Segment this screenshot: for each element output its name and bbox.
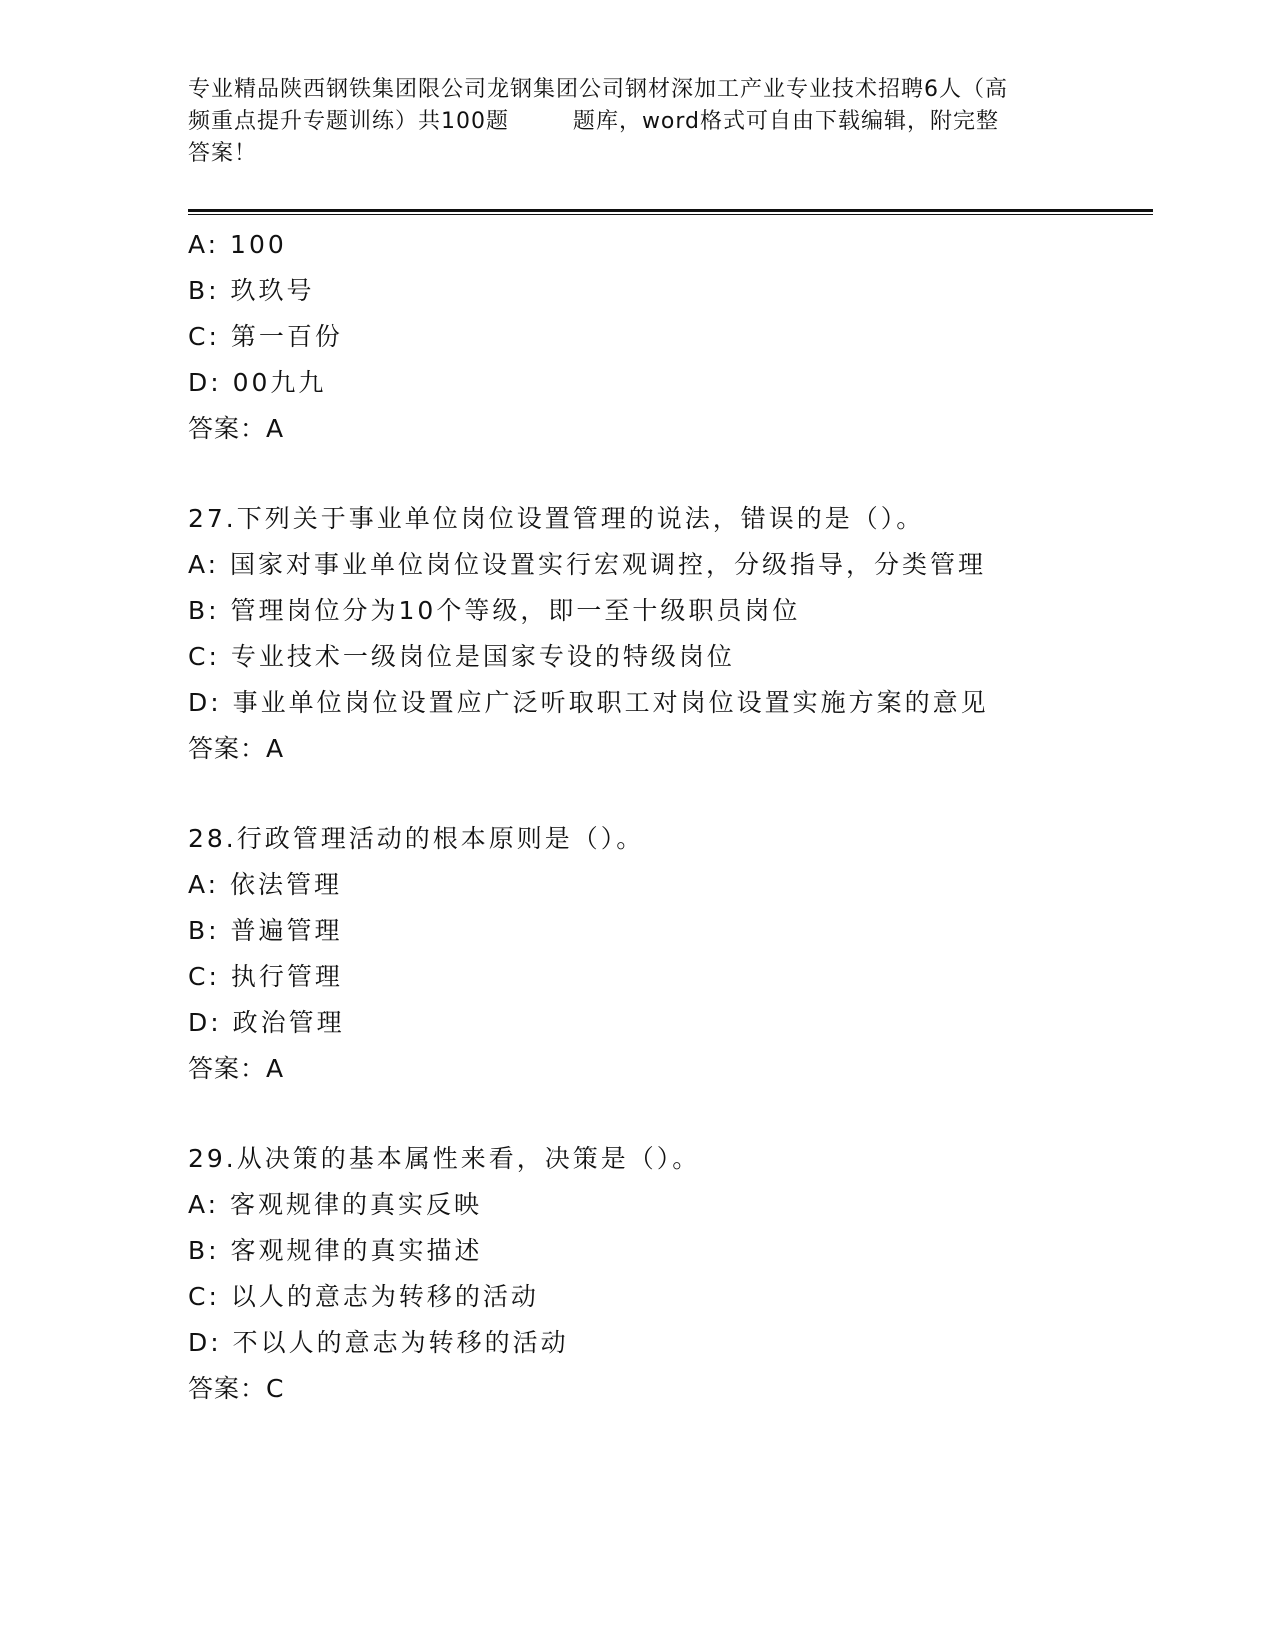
- option-b: B: 普遍管理: [188, 916, 343, 945]
- answer-line: 答案：C: [188, 1374, 285, 1403]
- header-divider-thick: [188, 209, 1153, 212]
- header-line-1: 专业精品陕西钢铁集团限公司龙钢集团公司钢材深加工产业专业技术招聘6人（高: [188, 77, 1008, 102]
- block-spacer: [188, 772, 1148, 816]
- option-c: C: 执行管理: [188, 962, 343, 991]
- question-block: [188, 1136, 1148, 1412]
- header-line-2: 频重点提升专题训练）共100题 题库，word格式可自由下载编辑，附完整: [188, 109, 1000, 134]
- option-d: D: 事业单位岗位设置应广泛听取职工对岗位设置实施方案的意见: [188, 688, 989, 717]
- option-a: A: 客观规律的真实反映: [188, 1190, 483, 1219]
- answer-line: 答案：A: [188, 414, 285, 443]
- option-b: B: 玖玖号: [188, 276, 315, 305]
- option-a: A: 依法管理: [188, 870, 343, 899]
- block-spacer: [188, 1092, 1148, 1136]
- question-block: [188, 816, 1148, 1092]
- question-text: 29.从决策的基本属性来看，决策是（）。: [188, 1144, 701, 1173]
- option-b: B: 管理岗位分为10个等级，即一至十级职员岗位: [188, 596, 801, 625]
- option-d: D: 政治管理: [188, 1008, 345, 1037]
- question-block: [188, 222, 1148, 452]
- page-header: [188, 74, 1098, 170]
- option-b: B: 客观规律的真实描述: [188, 1236, 483, 1265]
- question-text: 28.行政管理活动的根本原则是（）。: [188, 824, 645, 853]
- header-divider-thin: [188, 214, 1153, 215]
- question-list: [188, 222, 1148, 1412]
- option-a: A: 100: [188, 230, 287, 259]
- option-c: C: 第一百份: [188, 322, 343, 351]
- option-c: C: 专业技术一级岗位是国家专设的特级岗位: [188, 642, 735, 671]
- block-spacer: [188, 452, 1148, 496]
- option-d: D: 00九九: [188, 368, 327, 397]
- question-block: [188, 496, 1148, 772]
- option-a: A: 国家对事业单位岗位设置实行宏观调控，分级指导，分类管理: [188, 550, 987, 579]
- question-text: 27.下列关于事业单位岗位设置管理的说法，错误的是（）。: [188, 504, 925, 533]
- option-c: C: 以人的意志为转移的活动: [188, 1282, 539, 1311]
- answer-line: 答案：A: [188, 1054, 285, 1083]
- answer-line: 答案：A: [188, 734, 285, 763]
- header-line-3: 答案！: [188, 141, 258, 166]
- option-d: D: 不以人的意志为转移的活动: [188, 1328, 569, 1357]
